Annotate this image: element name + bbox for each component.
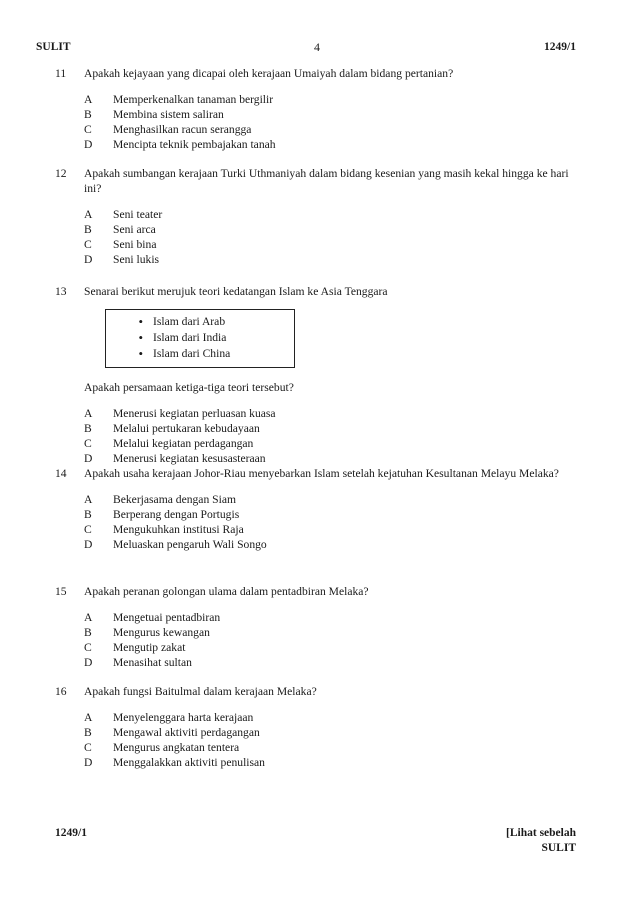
option-letter: C	[84, 741, 92, 754]
option-a[interactable]	[84, 92, 575, 107]
option-letter: B	[84, 422, 92, 435]
question-text: Apakah sumbangan kerajaan Turki Uthmaniyah dalam bidang kesenian yang masih kekal hingga ke hari ini?	[84, 167, 569, 195]
option-b[interactable]	[84, 421, 575, 436]
option-text: Melalui pertukaran kebudayaan	[113, 422, 260, 435]
option-text: Mengurus kewangan	[113, 626, 210, 639]
list-item-text: Islam dari India	[153, 331, 227, 344]
footer-classification: SULIT	[541, 842, 576, 854]
option-a[interactable]	[84, 207, 575, 222]
option-d[interactable]	[84, 755, 575, 770]
option-list	[84, 710, 575, 770]
option-a[interactable]	[84, 492, 575, 507]
option-text: Bekerjasama dengan Siam	[113, 493, 236, 506]
question-number: 13	[55, 285, 67, 298]
option-list	[84, 492, 575, 552]
option-d[interactable]	[84, 137, 575, 152]
option-d[interactable]	[84, 655, 575, 670]
option-d[interactable]	[84, 252, 575, 267]
option-b[interactable]	[84, 625, 575, 640]
option-letter: C	[84, 238, 92, 251]
turn-over-note: [Lihat sebelah	[506, 827, 576, 839]
option-a[interactable]	[84, 406, 575, 421]
footer-paper-code: 1249/1	[55, 827, 87, 839]
option-letter: C	[84, 523, 92, 536]
question-16	[55, 684, 575, 770]
option-text: Mengutip zakat	[113, 641, 186, 654]
option-text: Menyelenggara harta kerajaan	[113, 711, 254, 724]
bullet-icon: •	[138, 346, 143, 361]
option-letter: A	[84, 611, 93, 624]
question-number: 11	[55, 67, 67, 80]
option-text: Mengurus angkatan tentera	[113, 741, 240, 754]
option-text: Mengukuhkan institusi Raja	[113, 523, 244, 536]
question-number: 15	[55, 585, 67, 598]
option-b[interactable]	[84, 107, 575, 122]
option-letter: A	[84, 407, 93, 420]
option-text: Mencipta teknik pembajakan tanah	[113, 138, 276, 151]
option-letter: D	[84, 452, 93, 465]
option-letter: D	[84, 756, 93, 769]
option-letter: D	[84, 538, 93, 551]
option-list	[84, 207, 575, 267]
option-list	[84, 610, 575, 670]
question-text: Senarai berikut merujuk teori kedatangan Islam ke Asia Tenggara	[84, 285, 388, 298]
option-c[interactable]	[84, 122, 575, 137]
theory-list-box	[105, 309, 295, 368]
option-letter: A	[84, 93, 93, 106]
page-footer	[55, 826, 576, 866]
option-b[interactable]	[84, 507, 575, 522]
option-a[interactable]	[84, 610, 575, 625]
question-number: 12	[55, 167, 67, 180]
question-text: Apakah peranan golongan ulama dalam pentadbiran Melaka?	[84, 585, 369, 598]
option-list	[84, 406, 575, 466]
option-d[interactable]	[84, 451, 575, 466]
option-letter: A	[84, 711, 93, 724]
option-text: Mengetuai pentadbiran	[113, 611, 221, 624]
question-13	[55, 284, 575, 466]
option-letter: A	[84, 493, 93, 506]
question-text: Apakah usaha kerajaan Johor-Riau menyebarkan Islam setelah kejatuhan Kesultanan Melayu Melaka?	[84, 467, 559, 480]
option-text: Seni arca	[113, 223, 156, 236]
option-text: Melalui kegiatan perdagangan	[113, 437, 254, 450]
option-c[interactable]	[84, 436, 575, 451]
option-c[interactable]	[84, 522, 575, 537]
list-item-text: Islam dari China	[153, 347, 231, 360]
option-letter: D	[84, 253, 93, 266]
option-letter: C	[84, 641, 92, 654]
option-a[interactable]	[84, 710, 575, 725]
option-text: Membina sistem saliran	[113, 108, 224, 121]
option-text: Menerusi kegiatan perluasan kuasa	[113, 407, 276, 420]
question-15	[55, 584, 575, 670]
footer-right	[506, 826, 576, 856]
list-item	[106, 330, 294, 346]
option-text: Mengawal aktiviti perdagangan	[113, 726, 260, 739]
header-paper-code: 1249/1	[544, 41, 576, 53]
list-item	[106, 314, 294, 330]
page-number: 4	[314, 40, 320, 54]
option-letter: B	[84, 508, 92, 521]
question-number: 16	[55, 685, 67, 698]
option-text: Seni lukis	[113, 253, 160, 266]
option-text: Menggalakkan aktiviti penulisan	[113, 756, 265, 769]
header-classification: SULIT	[36, 41, 71, 53]
option-text: Berperang dengan Portugis	[113, 508, 240, 521]
option-letter: D	[84, 138, 93, 151]
option-text: Memperkenalkan tanaman bergilir	[113, 93, 274, 106]
option-text: Seni teater	[113, 208, 163, 221]
option-letter: B	[84, 726, 92, 739]
option-letter: A	[84, 208, 93, 221]
option-c[interactable]	[84, 740, 575, 755]
option-letter: B	[84, 223, 92, 236]
option-d[interactable]	[84, 537, 575, 552]
question-14	[55, 466, 575, 552]
option-c[interactable]	[84, 237, 575, 252]
question-11	[55, 66, 575, 152]
question-subtext: Apakah persamaan ketiga-tiga teori tersebut?	[84, 381, 294, 394]
list-item-text: Islam dari Arab	[153, 315, 226, 328]
option-text: Menghasilkan racun serangga	[113, 123, 252, 136]
option-b[interactable]	[84, 725, 575, 740]
option-c[interactable]	[84, 640, 575, 655]
bullet-icon: •	[138, 330, 143, 345]
option-list	[84, 92, 575, 152]
option-letter: B	[84, 626, 92, 639]
option-b[interactable]	[84, 222, 575, 237]
option-letter: B	[84, 108, 92, 121]
option-letter: C	[84, 437, 92, 450]
list-item	[106, 346, 294, 362]
option-letter: C	[84, 123, 92, 136]
question-text: Apakah fungsi Baitulmal dalam kerajaan Melaka?	[84, 685, 317, 698]
option-text: Meluaskan pengaruh Wali Songo	[113, 538, 267, 551]
page-header	[36, 40, 576, 56]
bullet-icon: •	[138, 314, 143, 329]
question-number: 14	[55, 467, 67, 480]
option-text: Menasihat sultan	[113, 656, 192, 669]
question-text: Apakah kejayaan yang dicapai oleh kerajaan Umaiyah dalam bidang pertanian?	[84, 67, 454, 80]
option-letter: D	[84, 656, 93, 669]
question-12	[55, 166, 575, 267]
option-text: Menerusi kegiatan kesusasteraan	[113, 452, 266, 465]
option-text: Seni bina	[113, 238, 157, 251]
